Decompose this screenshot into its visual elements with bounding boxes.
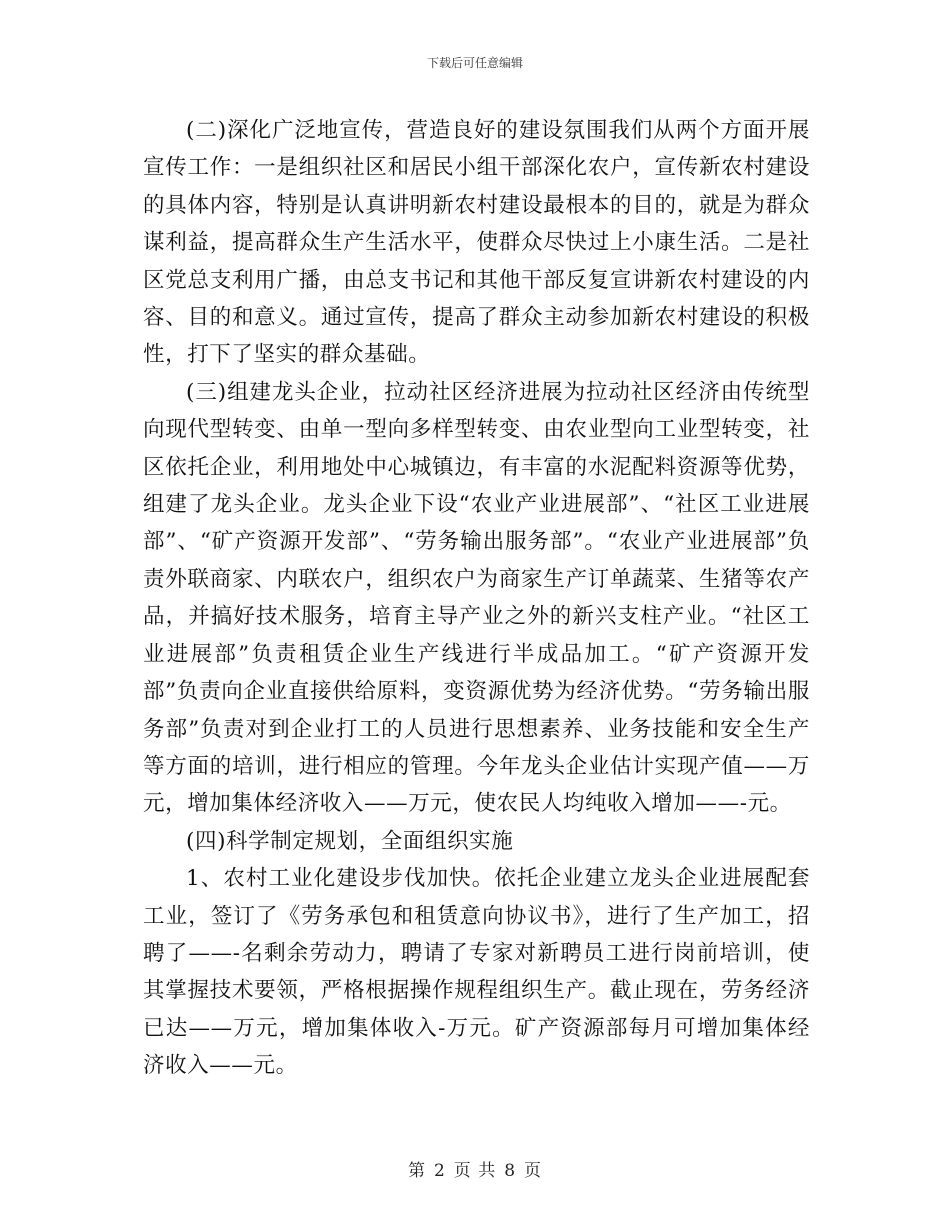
paragraph-leading-enterprise: (三)组建龙头企业，拉动社区经济进展为拉动社区经济由传统型向现代型转变、由单一型向多样型转变、由农业型向工业型转变，社区依托企业，利用地处中心城镇边，有丰富的水泥配料资源等优势，组建了龙头企业。龙头企业下设“农业产业进展部”、“社区工业进展部”、“矿产资源开发部”、“劳务输出服务部”。“农业产业进展部”负责外联商家、内联农户，组织农户为商家生产订单蔬菜、生猪等农产品，并搞好技术服务，培育主导产业之外的新兴支柱产业。“社区工业进展部”负责租赁企业生产线进行半成品加工。“矿产资源开发部”负责向企业直接供给原料，变资源优势为经济优势。“劳务输出服务部”负责对到企业打工的人员进行思想素养、业务技能和安全生产等方面的培训，进行相应的管理。今年龙头企业估计实现产值——万元，增加集体经济收入——万元，使农民人均纯收入增加——-元。 [143,379,810,817]
page-footer [0,1156,950,1181]
paragraph-industrialization: 1、农村工业化建设步伐加快。依托企业建立龙头企业进展配套工业，签订了《劳务承包和租赁意向协议书》，进行了生产加工，招聘了——-名剩余劳动力，聘请了专家对新聘员工进行岗前培训，使其掌握技术要领，严格根据操作规程组织生产。截止现在，劳务经济已达——万元，增加集体收入-万元。矿产资源部每月可增加集体经济收入——元。 [143,866,810,1079]
header-note: 下载后可任意编辑 [426,56,523,70]
footer-suffix: 页 [524,1161,543,1181]
paragraph-publicity: (二)深化广泛地宣传，营造良好的建设氛围我们从两个方面开展宣传工作：一是组织社区和居民小组干部深化农户，宣传新农村建设的具体内容，特别是认真讲明新农村建设最根本的目的，就是为群众谋利益，提高群众生产生活水平，使群众尽快过上小康生活。二是社区党总支利用广播，由总支书记和其他干部反复宣讲新农村建设的内容、目的和意义。通过宣传，提高了群众主动参加新农村建设的积极性，打下了坚实的群众基础。 [143,118,810,368]
document-body [143,112,810,1085]
footer-total-pages: 8 [504,1161,517,1181]
footer-middle: 页 共 [453,1161,497,1181]
footer-prefix: 第 [407,1161,426,1181]
footer-page-number: 2 [433,1161,446,1181]
paragraph-planning-heading: (四)科学制定规划，全面组织实施 [186,828,514,854]
